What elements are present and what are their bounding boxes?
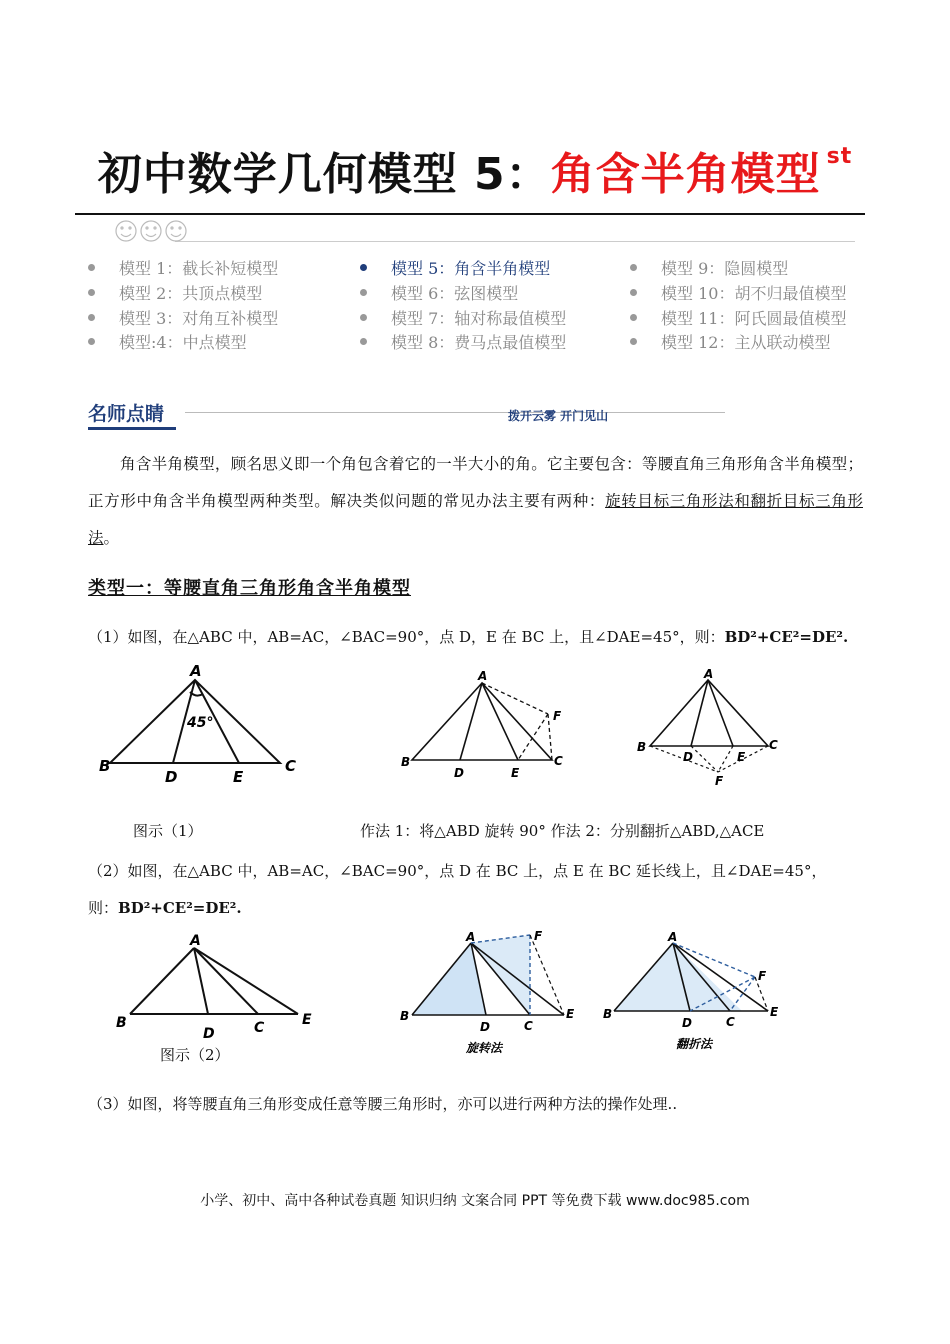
smiley-icons	[113, 218, 193, 244]
figure-2-fold	[600, 928, 785, 1058]
question-2-line2: 则：BD²+CE²=DE².	[88, 899, 242, 917]
label-E: E	[233, 768, 244, 786]
title-rule	[75, 213, 865, 215]
label-C: C	[285, 757, 297, 775]
svg-text:D: D	[454, 766, 464, 780]
bullet-icon	[88, 264, 95, 271]
toc-item[interactable]: 模型 8：费马点最值模型	[360, 330, 566, 353]
svg-text:E: E	[302, 1012, 312, 1028]
toc-item[interactable]: 模型 2：共顶点模型	[88, 281, 262, 304]
section-tag: 拨开云雾 开门见山	[508, 409, 609, 423]
svg-text:C: C	[726, 1015, 735, 1029]
bullet-icon	[88, 314, 95, 321]
svg-text:E: E	[511, 766, 520, 780]
method-underline: 旋转目标三角形法和翻折目标三角形法	[88, 492, 863, 547]
label-D: D	[165, 768, 178, 786]
toc-item[interactable]: 模型 12：主从联动模型	[630, 330, 830, 353]
svg-text:F: F	[715, 774, 724, 788]
toc-item[interactable]: 模型 9：隐圆模型	[630, 256, 788, 279]
question-3: （3）如图，将等腰直角三角形变成任意等腰三角形时，亦可以进行两种方法的操作处理..	[88, 1095, 678, 1113]
svg-text:D: D	[682, 1016, 692, 1030]
svg-text:B: B	[401, 755, 411, 769]
bullet-icon	[360, 338, 367, 345]
toc-item[interactable]: 模型 1：截长补短模型	[88, 256, 278, 279]
figure-1-methods: 作法 1：将△ABD 旋转 90° 作法 2：分别翻折△ABD,△ACE	[360, 822, 765, 840]
type1-heading: 类型一：等腰直角三角形角含半角模型	[88, 578, 411, 599]
svg-text:E: E	[566, 1007, 575, 1021]
svg-text:E: E	[770, 1005, 779, 1019]
svg-text:A: A	[668, 930, 678, 944]
label-B: B	[99, 757, 111, 775]
footer: 小学、初中、高中各种试卷真题 知识归纳 文案合同 PPT 等免费下载 www.doc985.com	[200, 1193, 750, 1209]
svg-text:C: C	[254, 1020, 265, 1036]
bullet-icon	[630, 338, 637, 345]
bullet-icon	[630, 314, 637, 321]
figure-2-basic	[112, 930, 322, 1040]
svg-text:B: B	[400, 1009, 410, 1023]
svg-text:A: A	[704, 668, 714, 681]
bullet-icon	[360, 289, 367, 296]
figure-1-rotate	[398, 668, 578, 788]
section-line	[185, 412, 725, 413]
question-2-line1: （2）如图，在△ABC 中，AB=AC，∠BAC=90°，点 D 在 BC 上，点 E 在 BC 延长线上，且∠DAE=45°，	[88, 862, 827, 880]
section-heading: 名师点睛	[88, 403, 165, 425]
svg-text:F: F	[553, 709, 562, 723]
svg-text:F: F	[534, 929, 543, 943]
bullet-icon	[630, 264, 637, 271]
svg-text:D: D	[480, 1020, 490, 1034]
toc-item[interactable]: 模型 3：对角互补模型	[88, 306, 278, 329]
angle-label: 45°	[187, 715, 214, 731]
svg-text:C: C	[554, 754, 563, 768]
q1-result: BD²+CE²=DE².	[724, 628, 849, 646]
question-1: （1）如图，在△ABC 中，AB=AC，∠BAC=90°，点 D，E 在 BC 上，且∠DAE=45°，则：BD²+CE²=DE².	[88, 628, 849, 646]
svg-text:A: A	[478, 669, 488, 683]
toc-item[interactable]: 模型 11：阿氏圆最值模型	[630, 306, 846, 329]
label-rotate-method: 旋转法	[466, 1041, 503, 1055]
svg-text:C: C	[769, 738, 778, 752]
title-part2: 角含半角模型	[550, 149, 821, 200]
svg-text:F: F	[758, 969, 767, 983]
sub-rule	[175, 241, 855, 242]
svg-text:B: B	[637, 740, 647, 754]
toc-item[interactable]: 模型 10：胡不归最值模型	[630, 281, 846, 304]
bullet-icon	[88, 338, 95, 345]
svg-text:A: A	[466, 930, 476, 944]
svg-text:A: A	[190, 933, 201, 949]
toc-item[interactable]: 模型 7：轴对称最值模型	[360, 306, 566, 329]
svg-text:C: C	[524, 1019, 533, 1033]
figure-2-rotate	[398, 928, 583, 1058]
title-part1: 初中数学几何模型 5：	[97, 149, 551, 200]
figure-1-basic	[95, 660, 305, 790]
svg-text:D: D	[683, 750, 693, 764]
figure-1-caption: 图示（1）	[133, 822, 203, 840]
toc-item[interactable]: 模型 6：弦图模型	[360, 281, 518, 304]
svg-text:E: E	[737, 750, 746, 764]
label-fold-method: 翻折法	[676, 1037, 713, 1051]
svg-text:B: B	[603, 1007, 613, 1021]
svg-text:D: D	[203, 1026, 215, 1040]
bullet-icon	[360, 314, 367, 321]
toc-item-active[interactable]: 模型 5：角含半角模型	[360, 256, 550, 279]
bullet-icon	[88, 289, 95, 296]
section-underline	[88, 427, 176, 430]
figure-2-caption: 图示（2）	[160, 1046, 230, 1064]
intro-paragraph: 角含半角模型，顾名思义即一个角包含着它的一半大小的角。它主要包含：等腰直角三角形角含半角模型；正方形中角含半角模型两种类型。解决类似问题的常见办法主要有两种：旋转目标三角形法和翻折目标三角形法。	[88, 455, 863, 547]
bullet-icon	[360, 264, 367, 271]
page-title	[0, 138, 950, 202]
bullet-icon	[630, 289, 637, 296]
q2-result: BD²+CE²=DE².	[118, 899, 242, 917]
svg-text:B: B	[116, 1015, 127, 1031]
figure-1-fold	[633, 668, 783, 790]
title-sup: st	[826, 144, 853, 169]
label-A: A	[190, 662, 202, 680]
toc-item[interactable]: 模型:4：中点模型	[88, 330, 247, 353]
